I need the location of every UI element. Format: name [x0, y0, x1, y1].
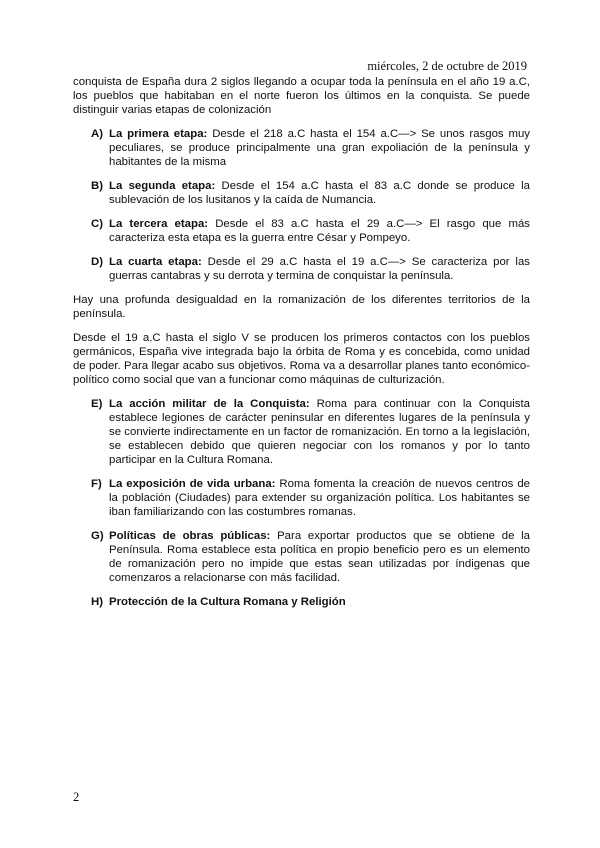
- header-date: miércoles, 2 de octubre de 2019: [367, 59, 527, 73]
- item-text: Desde el 29 a.C hasta el 19 a.C—> Se caracteriza por las guerras cantabras y su derrota y termina de conquistar la península.: [109, 256, 530, 282]
- item-text: Desde el 154 a.C hasta el 83 a.C donde se produce la sublevación de los lusitanos y la caída de Numancia.: [109, 180, 531, 206]
- body-paragraph-1: Hay una profunda desigualdad en la romanización de los diferentes territorios de la península.: [73, 294, 530, 320]
- item-letter: E): [91, 398, 103, 410]
- stage-item-d: [73, 255, 530, 283]
- item-letter: F): [91, 478, 102, 490]
- item-letter: C): [91, 218, 104, 230]
- item-title: La primera etapa:: [109, 128, 208, 140]
- document-body: [73, 75, 530, 619]
- item-text: Roma fomenta la creación de nuevos centros de la población (Ciudades) para extender su organización política. Los habitantes se iban familiarizando con las costumbres romanas.: [109, 478, 530, 518]
- factor-item-h: [73, 595, 530, 609]
- item-title: La tercera etapa:: [109, 218, 209, 230]
- item-letter: D): [91, 256, 104, 268]
- item-text: Desde el 83 a.C hasta el 29 a.C—> El rasgo que más caracteriza esta etapa es la guerra entre César y Pompeyo.: [109, 218, 530, 244]
- item-title: La cuarta etapa:: [109, 256, 202, 268]
- factor-item-e: [73, 397, 530, 467]
- page-number: 2: [73, 790, 80, 804]
- item-title: La exposición de vida urbana:: [109, 478, 276, 490]
- item-title: Protección de la Cultura Romana y Religión: [109, 596, 346, 608]
- stage-item-c: [73, 217, 530, 245]
- stage-item-b: [73, 179, 530, 207]
- item-title: Políticas de obras públicas:: [109, 530, 271, 542]
- intro-paragraph: conquista de España dura 2 siglos llegando a ocupar toda la península en el año 19 a.C, los pueblos que habitaban en el norte fueron los últimos en la conquista. Se puede distinguir varias etapas de colonización: [73, 76, 530, 116]
- item-letter: H): [91, 596, 104, 608]
- item-letter: G): [91, 530, 104, 542]
- item-text: Para exportar productos que se obtiene de la Península. Roma establece esta política en propio beneficio pero es un elemento de romanización pero no impide que estas sean utilizadas por índigenas que comenzaros a relacionarse con más facilidad.: [109, 530, 530, 584]
- item-text: Desde el 218 a.C hasta el 154 a.C—> Se unos rasgos muy peculiares, se produce principalmente una gran expoliación de la península y habitantes de la misma: [109, 128, 530, 168]
- item-title: La segunda etapa:: [109, 180, 216, 192]
- item-title: La acción militar de la Conquista:: [109, 398, 310, 410]
- factor-item-f: [73, 477, 530, 519]
- factor-item-g: [73, 529, 530, 585]
- item-text: Roma para continuar con la Conquista establece legiones de carácter peninsular en diferentes lugares de la península y se convierte indirectamente en un factor de romanización. En torno a la legislación, se establecen debido que quieren negociar con los romanos y por lo tanto participar en la Cultura Romana.: [109, 398, 530, 466]
- item-letter: A): [91, 128, 104, 140]
- stage-item-a: [73, 127, 530, 169]
- body-paragraph-2: Desde el 19 a.C hasta el siglo V se producen los primeros contactos con los pueblos germánicos, España vive integrada bajo la órbita de Roma y es concebida, como unidad de poder. Para llegar acabo sus objetivos. Roma va a desarrollar planes tanto económico-político como social que van a funcionar como máquinas de culturización.: [73, 332, 530, 386]
- item-letter: B): [91, 180, 104, 192]
